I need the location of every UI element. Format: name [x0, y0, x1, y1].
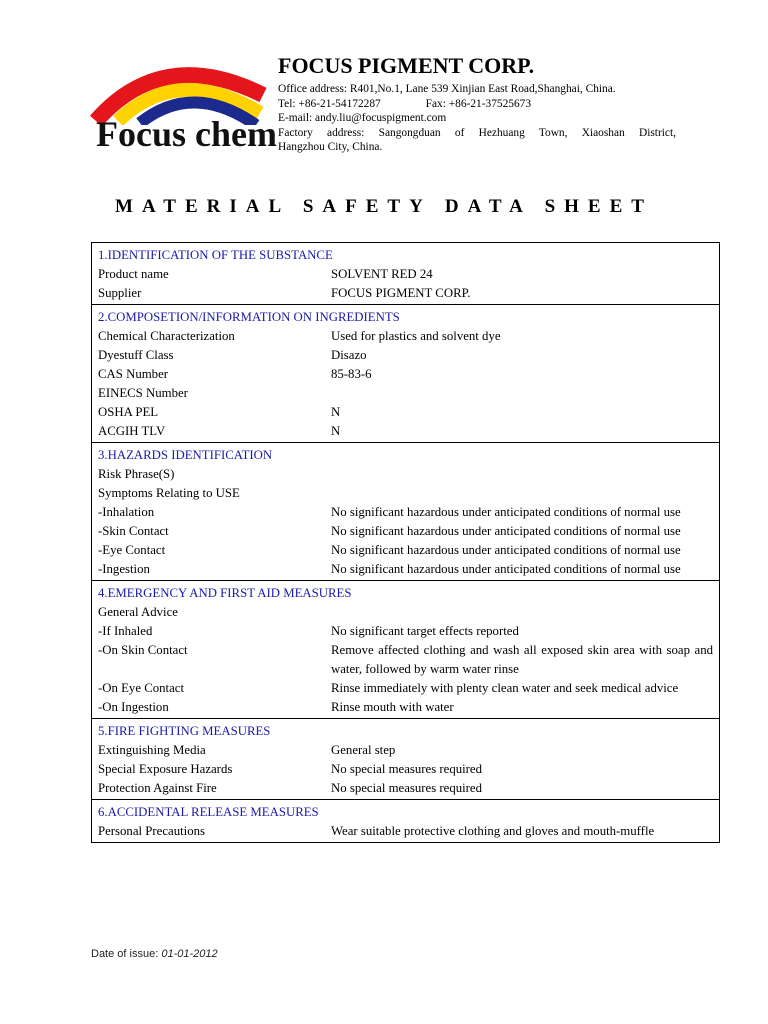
- table-row: [98, 541, 713, 560]
- table-row: [98, 465, 713, 484]
- factory-address-line1: Factory address: Sangongduan of Hezhuang Town, Xiaoshan District,: [278, 126, 676, 139]
- footer: [91, 948, 218, 960]
- row-value: [331, 603, 713, 622]
- table-row: [98, 822, 713, 841]
- table-row: [98, 422, 713, 441]
- table-row: [98, 522, 713, 541]
- row-value: [331, 484, 713, 503]
- fax: Fax: +86-21-37525673: [425, 97, 532, 110]
- table-row: [98, 698, 713, 717]
- phone-fax-row: [278, 97, 698, 112]
- row-value: 85-83-6: [331, 367, 372, 381]
- section: [92, 800, 719, 843]
- row-label: -Inhalation: [98, 505, 155, 519]
- row-value: Rinse mouth with water: [331, 700, 454, 714]
- table-row: [98, 560, 713, 579]
- email: E-mail: andy.liu@focuspigment.com: [278, 112, 447, 124]
- row-label: Supplier: [98, 286, 142, 300]
- msds-table: [91, 242, 720, 843]
- logo-text: Focus chem: [96, 114, 277, 154]
- row-label: -Ingestion: [98, 562, 150, 576]
- table-row: [98, 603, 713, 622]
- row-value: General step: [331, 743, 396, 757]
- row-value: No significant hazardous under anticipated conditions of normal use: [331, 524, 681, 538]
- row-value: No special measures required: [331, 762, 483, 776]
- row-label: Product name: [98, 267, 169, 281]
- table-row: [98, 365, 713, 384]
- section: [92, 443, 719, 581]
- row-label: Dyestuff Class: [98, 348, 174, 362]
- section: [92, 581, 719, 719]
- row-value: SOLVENT RED 24: [331, 267, 433, 281]
- row-value: No special measures required: [331, 781, 483, 795]
- section-title: 2.COMPOSETION/INFORMATION ON INGREDIENTS: [98, 310, 400, 324]
- row-value: No significant hazardous under anticipated conditions of normal use: [331, 505, 681, 519]
- row-label: Chemical Characterization: [98, 329, 235, 343]
- table-row: [98, 384, 713, 403]
- table-row: [98, 641, 713, 679]
- row-label: General Advice: [98, 605, 178, 619]
- row-label: -Eye Contact: [98, 543, 166, 557]
- company-logo: [88, 55, 278, 155]
- row-value: N: [331, 405, 341, 419]
- table-row: [98, 741, 713, 760]
- row-label: CAS Number: [98, 367, 169, 381]
- row-value: No significant hazardous under anticipated conditions of normal use: [331, 543, 681, 557]
- row-label: Risk Phrase(S): [98, 467, 175, 481]
- row-value: Wear suitable protective clothing and gloves and mouth-muffle: [331, 824, 655, 838]
- issue-date: 01-01-2012: [161, 948, 218, 960]
- factory-address-line2: Hangzhou City, China.: [278, 141, 383, 153]
- section: [92, 243, 719, 305]
- table-row: [98, 622, 713, 641]
- company-name: FOCUS PIGMENT CORP.: [278, 53, 535, 78]
- issue-date-label: Date of issue:: [91, 948, 159, 960]
- row-value: Rinse immediately with plenty clean water and seek medical advice: [331, 681, 679, 695]
- section-title: 3.HAZARDS IDENTIFICATION: [98, 448, 273, 462]
- row-label: EINECS Number: [98, 386, 188, 400]
- telephone: Tel: +86-21-54172287: [278, 97, 381, 110]
- row-value: [331, 465, 713, 484]
- table-row: [98, 503, 713, 522]
- table-row: [98, 484, 713, 503]
- section-title: 5.FIRE FIGHTING MEASURES: [98, 724, 271, 738]
- office-address: Office address: R401,No.1, Lane 539 Xinjian East Road,Shanghai, China.: [278, 83, 616, 95]
- row-label: -On Eye Contact: [98, 681, 184, 695]
- row-value: No significant target effects reported: [331, 624, 519, 638]
- table-row: [98, 265, 713, 284]
- table-row: [98, 760, 713, 779]
- row-value: Used for plastics and solvent dye: [331, 329, 501, 343]
- table-row: [98, 284, 713, 303]
- row-value: No significant hazardous under anticipated conditions of normal use: [331, 562, 681, 576]
- table-row: [98, 346, 713, 365]
- table-row: [98, 327, 713, 346]
- row-value: Disazo: [331, 348, 367, 362]
- row-label: OSHA PEL: [98, 405, 159, 419]
- company-contact: [278, 82, 698, 155]
- row-label: -On Ingestion: [98, 700, 169, 714]
- row-label: Extinguishing Media: [98, 743, 206, 757]
- row-value: FOCUS PIGMENT CORP.: [331, 286, 471, 300]
- document-title: MATERIAL SAFETY DATA SHEET: [115, 196, 653, 217]
- table-row: [98, 403, 713, 422]
- section-title: 6.ACCIDENTAL RELEASE MEASURES: [98, 805, 319, 819]
- row-label: Protection Against Fire: [98, 781, 217, 795]
- row-label: ACGIH TLV: [98, 424, 166, 438]
- section: [92, 719, 719, 800]
- row-label: -If Inhaled: [98, 624, 153, 638]
- row-label: Symptoms Relating to USE: [98, 486, 240, 500]
- table-row: [98, 679, 713, 698]
- row-label: -Skin Contact: [98, 524, 169, 538]
- company-header: [278, 52, 698, 155]
- row-value: [331, 384, 713, 403]
- row-label: -On Skin Contact: [98, 643, 188, 657]
- section-title: 1.IDENTIFICATION OF THE SUBSTANCE: [98, 248, 333, 262]
- section-title: 4.EMERGENCY AND FIRST AID MEASURES: [98, 586, 352, 600]
- section: [92, 305, 719, 443]
- row-value: Remove affected clothing and wash all exposed skin area with soap and water, followed by warm water rinse: [331, 643, 713, 676]
- table-row: [98, 779, 713, 798]
- row-label: Special Exposure Hazards: [98, 762, 233, 776]
- row-label: Personal Precautions: [98, 824, 205, 838]
- row-value: N: [331, 424, 341, 438]
